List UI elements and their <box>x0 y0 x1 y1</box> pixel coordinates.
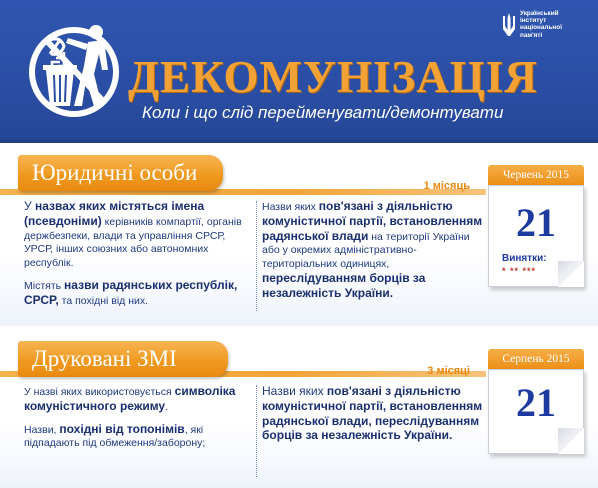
left-column <box>24 385 254 459</box>
paragraph: Назви яких пов'язані з діяльністю комуністичної партії, встановленням радянської влади на території України або у окремих адміністративно-територіальних одиницях, переслідуванням борців за незалежність України. <box>262 199 483 300</box>
paragraph: У назвах яких містяться імена (псевдоніми) керівників компартії, органів держбезпеки, влади та управління СРСР, УРСР, інших союзних або автономних республік. <box>24 199 242 270</box>
trident-icon <box>502 12 516 38</box>
institute-badge <box>502 8 588 52</box>
right-column <box>262 385 484 452</box>
section-title: Юридичні особи <box>18 155 223 191</box>
calendar-icon <box>488 165 584 287</box>
section-print-media <box>0 327 598 488</box>
paragraph: Містять назви радянських республік, СРСР, та похідні від них. <box>24 277 238 307</box>
calendar-month: Серпень 2015 <box>488 349 584 369</box>
paragraph: Назви, похідні від топонімів, які підпадають під обмеження/заборону; <box>24 421 206 450</box>
column-divider <box>256 385 257 477</box>
column-divider <box>256 201 257 311</box>
no-communism-symbol-trash-icon <box>24 10 136 122</box>
calendar-month: Червень 2015 <box>488 165 584 185</box>
header-banner <box>0 0 598 143</box>
section-legal-entities <box>0 143 598 326</box>
page-title: ДЕКОМУНІЗАЦІЯ <box>128 52 538 102</box>
calendar-day: 21 <box>516 380 556 425</box>
calendar-day: 21 <box>516 200 556 245</box>
exceptions-label: Винятки: <box>502 253 547 264</box>
page-subtitle: Коли і що слід перейменувати/демонтувати <box>142 103 504 122</box>
deadline-period: 1 місяць <box>423 180 470 192</box>
paragraph: У назві яких використовується символіка комуністичного режиму. <box>24 384 236 413</box>
calendar-icon <box>488 349 584 454</box>
right-column <box>262 200 484 310</box>
exceptions-stars: * ** *** <box>502 266 537 276</box>
institute-name: Український інститут національної пам'яті <box>520 10 562 39</box>
deadline-period: 3 місяці <box>427 365 470 377</box>
left-column <box>24 200 254 317</box>
paragraph: Назви яких пов'язані з діяльністю комуністичної партії, встановленням радянської влади, переслідуванням борців за незалежність України. <box>262 384 483 443</box>
section-title: Друковані ЗМІ <box>18 341 228 377</box>
